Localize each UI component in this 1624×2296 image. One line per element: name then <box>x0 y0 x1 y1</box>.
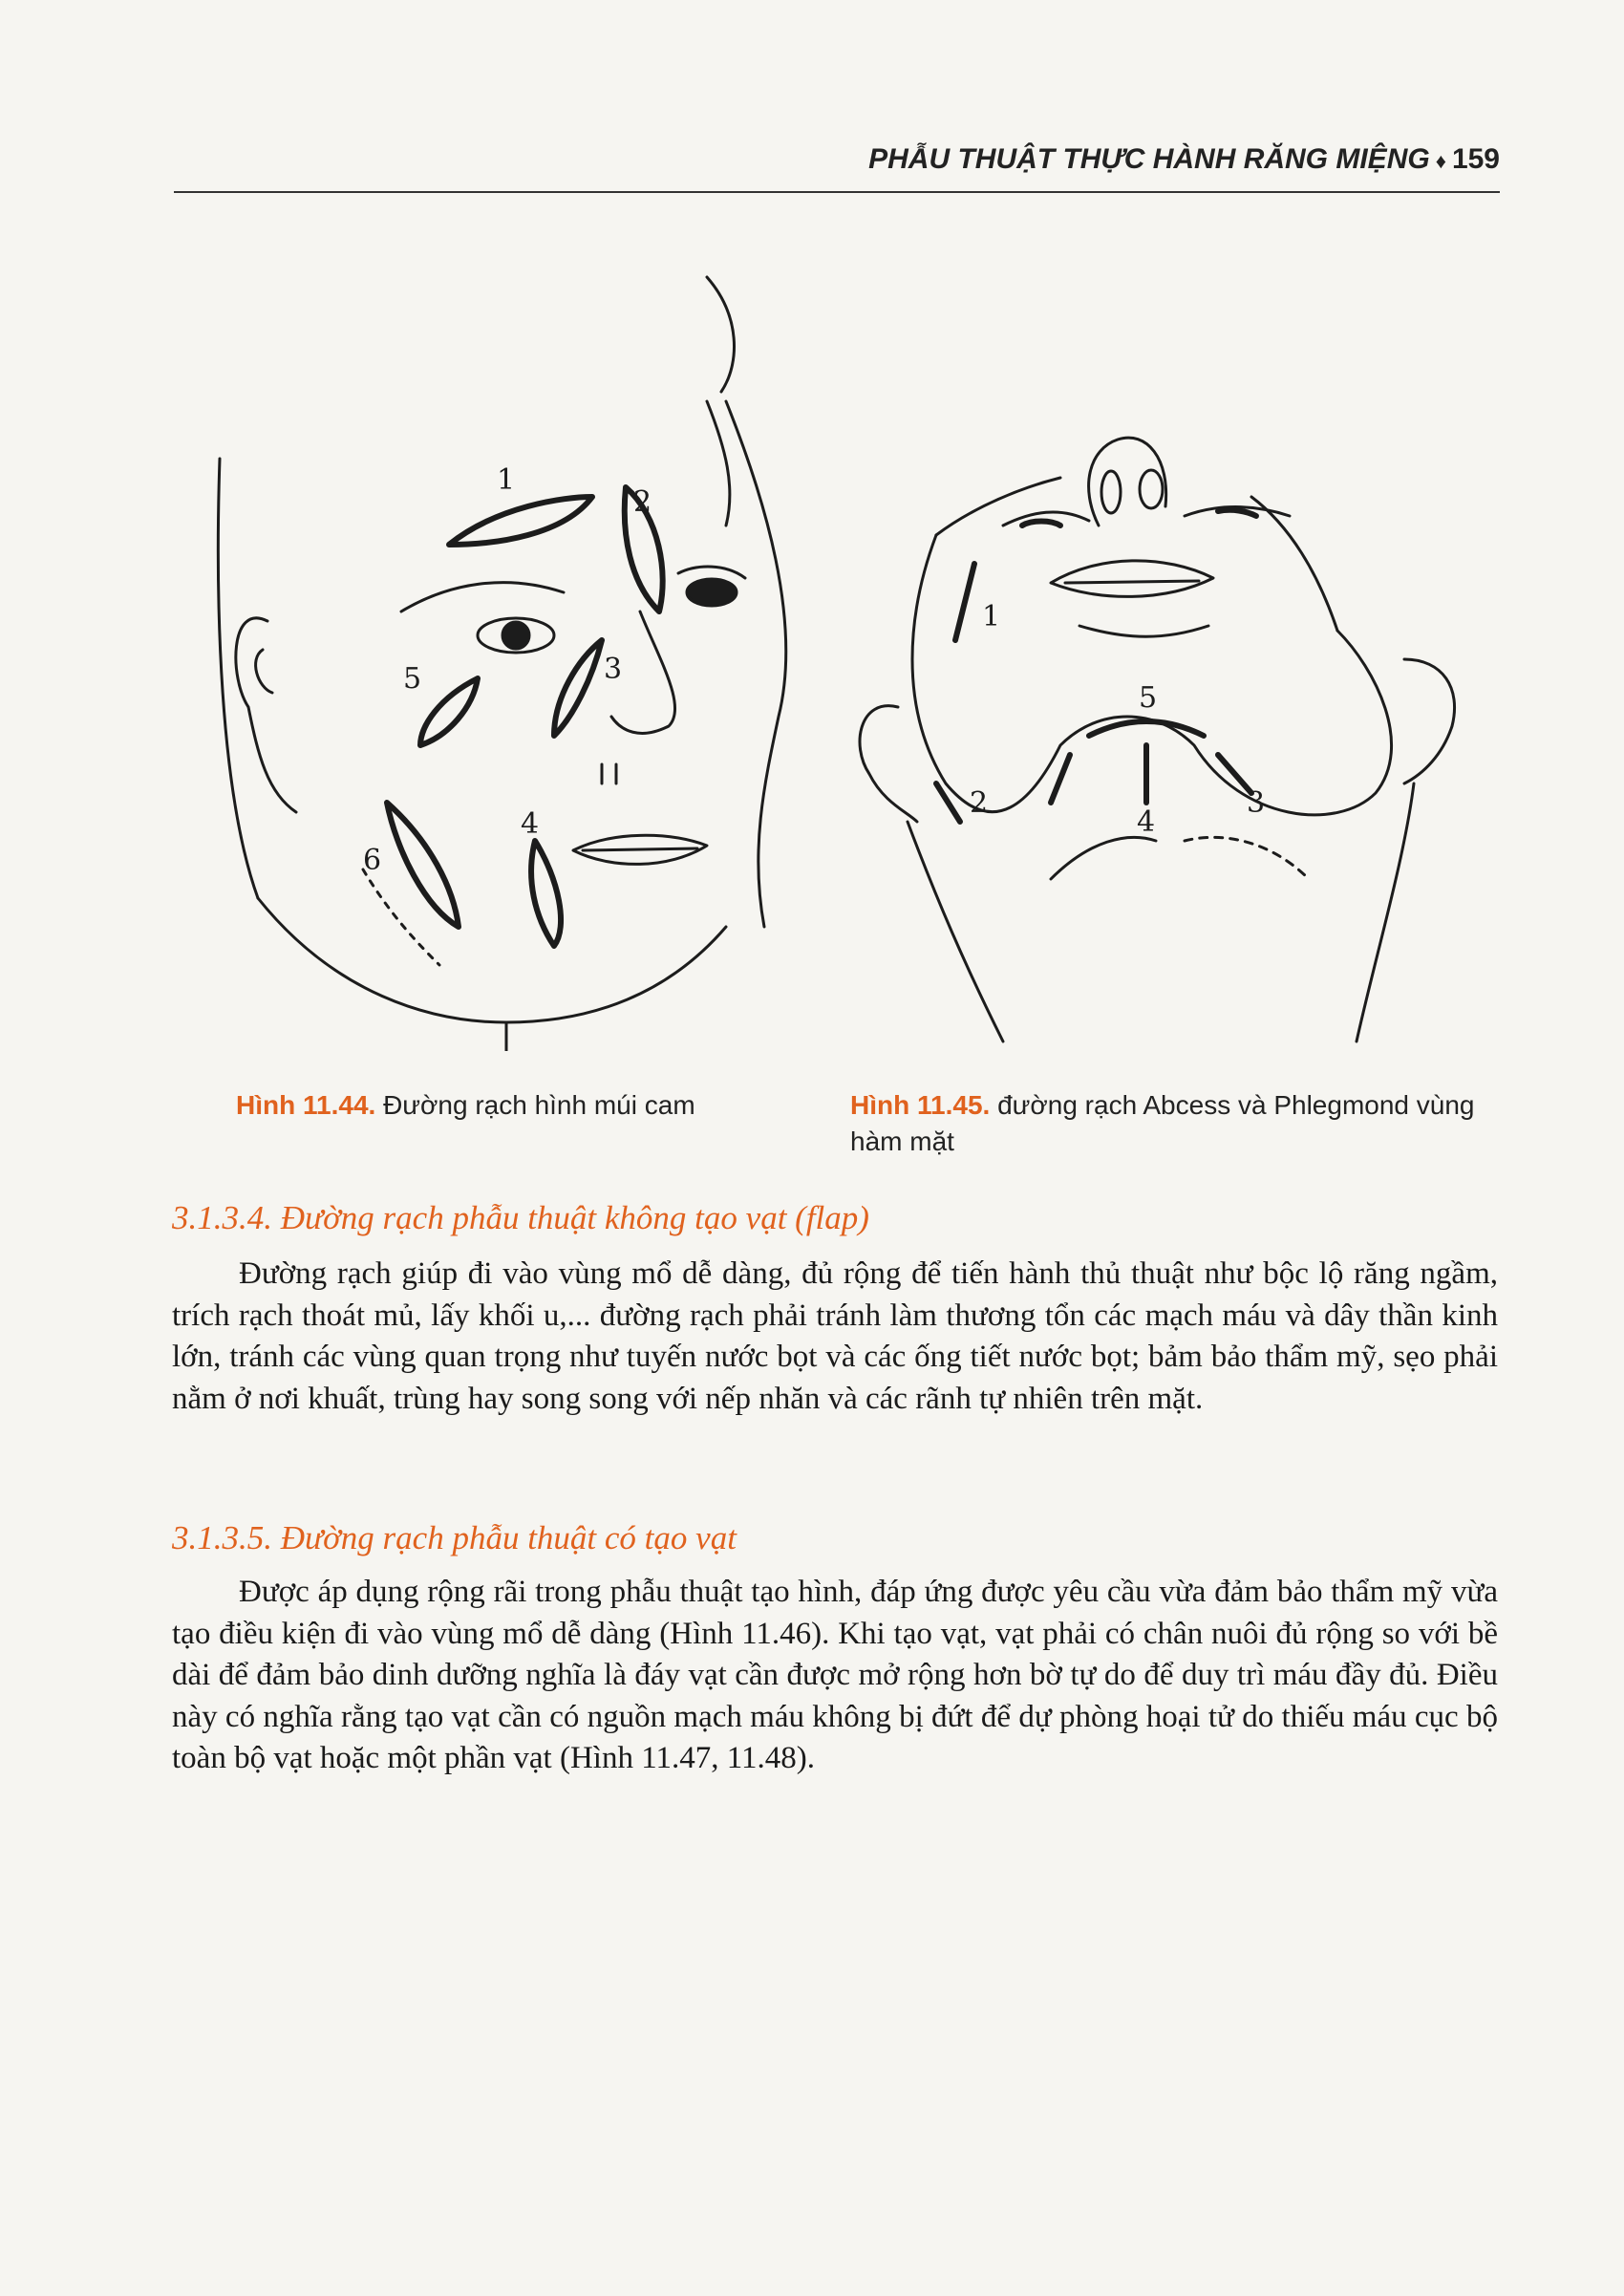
book-title: PHẪU THUẬT THỰC HÀNH RĂNG MIỆNG <box>868 143 1430 175</box>
header-rule <box>174 191 1500 193</box>
figure-11-44-marker-2: 2 <box>633 485 652 519</box>
figure-11-44-marker-6: 6 <box>363 844 382 877</box>
figure-11-44-marker-1: 1 <box>497 463 516 497</box>
caption-text: Đường rạch hình múi cam <box>383 1090 695 1120</box>
figure-11-44-marker-4: 4 <box>521 807 540 841</box>
section-title-3-1-3-5: 3.1.3.5. Đường rạch phẫu thuật có tạo vạt <box>172 1519 737 1556</box>
figure-11-45-marker-5: 5 <box>1139 681 1158 715</box>
figure-11-45-marker-3: 3 <box>1247 786 1266 820</box>
figure-11-44-caption <box>236 1087 809 1124</box>
caption-text: đường rạch Abcess và Phlegmond vùng hàm mặt <box>850 1090 1475 1156</box>
figure-11-44-marker-3: 3 <box>604 653 623 686</box>
figure-11-44 <box>191 258 822 1051</box>
figure-11-45-drawing <box>841 420 1481 1051</box>
running-header <box>868 143 1500 176</box>
section-title-3-1-3-4: 3.1.3.4. Đường rạch phẫu thuật không tạo vạt (flap) <box>172 1199 869 1236</box>
figure-11-45-caption <box>850 1087 1500 1160</box>
figure-11-45-marker-4: 4 <box>1137 805 1156 839</box>
header-separator: ♦ <box>1435 149 1446 173</box>
figure-11-45-marker-1: 1 <box>982 600 1001 633</box>
caption-label: Hình 11.45. <box>850 1090 991 1120</box>
figure-11-45-marker-2: 2 <box>970 786 989 820</box>
figure-11-44-marker-5: 5 <box>403 662 422 696</box>
page-number: 159 <box>1451 143 1500 175</box>
section-paragraph-3-1-3-5: Được áp dụng rộng rãi trong phẫu thuật tạo hình, đáp ứng được yêu cầu vừa đảm bảo thẩm mỹ vừa tạo điều kiện đi vào vùng mổ dễ dàng (Hình 11.46). Khi tạo vạt, vạt phải có chân nuôi đủ rộng so với bề dài để đảm bảo dinh dưỡng nghĩa là đáy vạt cần được mở rộng hơn bờ tự do để duy trì máu đầy đủ. Điều này có nghĩa rằng tạo vạt cần có nguồn mạch máu không bị đứt để dự phòng hoại tử do thiếu máu cục bộ toàn bộ vạt hoặc một phần vạt (Hình 11.47, 11.48). <box>172 1575 1498 1775</box>
caption-label: Hình 11.44. <box>236 1090 376 1120</box>
section-paragraph-3-1-3-4: Đường rạch giúp đi vào vùng mổ dễ dàng, đủ rộng để tiến hành thủ thuật như bộc lộ răng ngầm, trích rạch thoát mủ, lấy khối u,... đường rạch phải tránh làm thương tổn các mạch máu và dây thần kinh lớn, tránh các vùng quan trọng như tuyến nước bọt và các ống tiết nước bọt; bảm bảo thẩm mỹ, sẹo phải nằm ở nơi khuất, trùng hay song song với nếp nhăn và các rãnh tự nhiên trên mặt. <box>172 1256 1498 1416</box>
figure-11-45 <box>841 420 1481 1051</box>
figure-11-44-drawing <box>191 258 822 1051</box>
